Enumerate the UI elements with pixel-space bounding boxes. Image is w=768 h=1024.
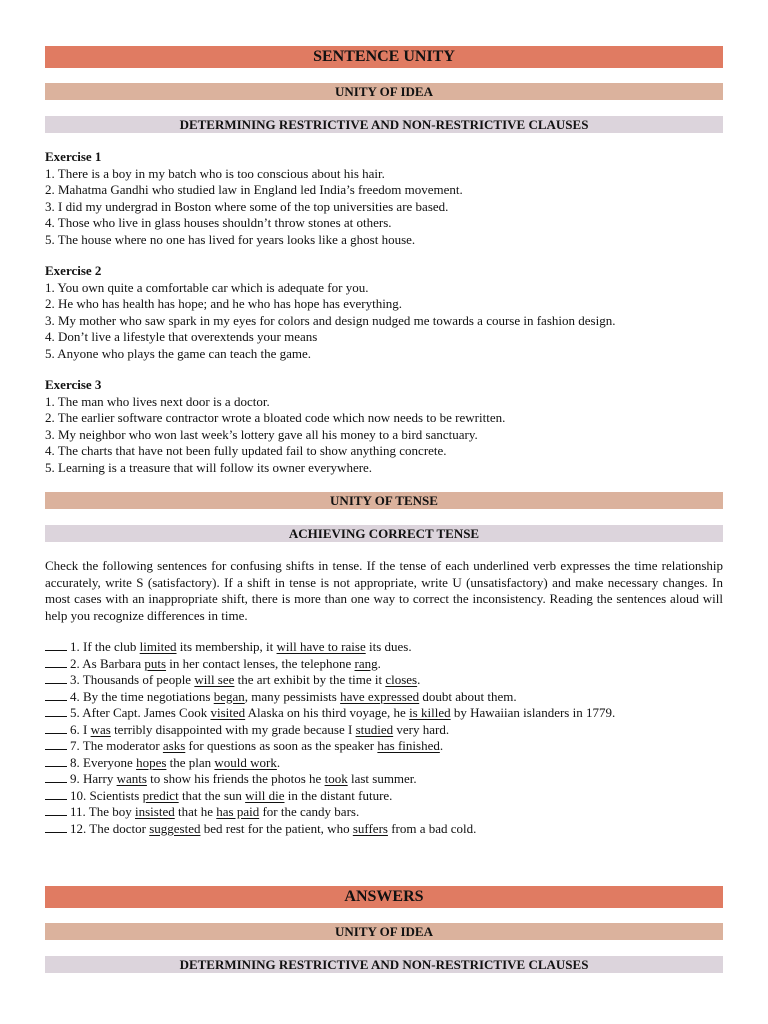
subsection-heading-correct-tense: ACHIEVING CORRECT TENSE [45, 525, 723, 542]
answer-blank[interactable] [45, 705, 67, 717]
answer-blank[interactable] [45, 656, 67, 668]
underlined-verb: closes [385, 672, 418, 687]
tense-question-row [45, 755, 723, 772]
underlined-verb: will die [245, 787, 285, 803]
underlined-verb: rang [354, 655, 378, 671]
tense-question-row [45, 788, 723, 805]
exercise-line: 2. He who has health has hope; and he who has hope has everything. [45, 296, 403, 311]
question-text: very hard. [393, 721, 450, 737]
tense-question-row [45, 672, 723, 689]
answers-subsection-heading-clauses: DETERMINING RESTRICTIVE AND NON-RESTRICTIVE CLAUSES [45, 956, 723, 973]
underlined-verb: is killed [409, 705, 451, 720]
exercise-line: 4. Those who live in glass houses shouldn’t throw stones at others. [45, 215, 392, 230]
section-heading-unity-of-idea: UNITY OF IDEA [45, 83, 723, 100]
exercise-2 [45, 263, 723, 362]
tense-question-list [45, 639, 723, 837]
answer-blank[interactable] [45, 639, 67, 651]
answer-blank[interactable] [45, 722, 67, 734]
question-text: its dues. [365, 639, 412, 654]
underlined-verb: predict [142, 787, 179, 803]
question-text: , many pessimists [244, 688, 341, 704]
question-text: by Hawaiian islanders in 1779. [450, 705, 616, 720]
question-text: . [439, 738, 444, 753]
answer-blank[interactable] [45, 755, 67, 767]
exercise-title: Exercise 3 [45, 377, 102, 392]
underlined-verb: would work [214, 754, 277, 770]
tense-question-row [45, 689, 723, 706]
underlined-verb: insisted [135, 804, 175, 819]
question-text: doubt about them. [419, 688, 517, 704]
answer-blank[interactable] [45, 738, 67, 750]
tense-question-row [45, 722, 723, 739]
question-text: 1. If the club [70, 639, 140, 654]
underlined-verb: visited [210, 705, 246, 720]
question-text: 9. Harry [70, 771, 117, 786]
question-text: 8. Everyone [70, 754, 137, 770]
page-title: SENTENCE UNITY [45, 46, 723, 68]
underlined-verb: suggested [149, 820, 201, 836]
question-text: in the distant future. [284, 787, 393, 803]
question-text: that he [174, 804, 217, 819]
question-text: terribly disappointed with my grade because I [110, 721, 356, 737]
exercise-line: 3. My neighbor who won last week’s lottery gave all his money to a bird sanctuary. [45, 426, 478, 442]
tense-question-row [45, 639, 723, 656]
question-text: to show his friends the photos he [146, 771, 325, 786]
underlined-verb: hopes [136, 754, 167, 770]
answer-blank[interactable] [45, 804, 67, 816]
exercise-line: 5. The house where no one has lived for years looks like a ghost house. [45, 231, 416, 247]
question-text: Alaska on his third voyage, he [245, 705, 410, 720]
question-text: 12. The doctor [70, 820, 150, 836]
underlined-verb: has paid [216, 804, 260, 819]
exercise-3 [45, 377, 723, 476]
question-text: in her contact lenses, the telephone [166, 655, 355, 671]
exercise-line: 1. There is a boy in my batch who is too conscious about his hair. [45, 165, 385, 181]
underlined-verb: was [90, 721, 111, 737]
answers-title: ANSWERS [45, 886, 723, 908]
answer-blank[interactable] [45, 788, 67, 800]
underlined-verb: puts [144, 655, 167, 671]
question-text: for questions as soon as the speaker [185, 738, 378, 753]
underlined-verb: suffers [352, 820, 388, 836]
section-heading-unity-of-tense: UNITY OF TENSE [45, 492, 723, 509]
tense-question-row [45, 656, 723, 673]
tense-question-row [45, 821, 723, 838]
tense-question-row [45, 804, 723, 821]
underlined-verb: asks [162, 738, 186, 753]
question-text: . [417, 672, 421, 687]
question-text: . [276, 754, 281, 770]
underlined-verb: took [324, 771, 348, 786]
tense-question-row [45, 738, 723, 755]
underlined-verb: wants [116, 771, 147, 786]
question-text: 7. The moderator [70, 738, 163, 753]
exercise-line: 5. Learning is a treasure that will follow its owner everywhere. [45, 459, 373, 475]
answer-blank[interactable] [45, 771, 67, 783]
instructions-paragraph: Check the following sentences for confusing shifts in tense. If the tense of each underlined verb expresses the time relationship accurately, write S (satisfactory). If a shift in tense is not appropriate, write U (unsatisfactory) and make necessary changes. In most cases with an inappropriate shift, there is more than one way to correct the inconsistency. Reading the sentences aloud will help you recognize differences in time. [45, 558, 723, 623]
exercise-line: 4. Don’t live a lifestyle that overextends your means [45, 329, 318, 344]
question-text: last summer. [347, 771, 417, 786]
exercise-1 [45, 149, 723, 248]
question-text: 5. After Capt. James Cook [70, 705, 211, 720]
question-text: 10. Scientists [70, 787, 143, 803]
underlined-verb: studied [355, 721, 394, 737]
question-text: bed rest for the patient, who [200, 820, 353, 836]
question-text: . [377, 655, 381, 671]
underlined-verb: will have to raise [276, 639, 366, 654]
question-text: 3. Thousands of people [70, 672, 195, 687]
question-text: its membership, it [176, 639, 277, 654]
question-text: 4. By the time negotiations [70, 688, 214, 704]
question-text: for the candy bars. [259, 804, 360, 819]
underlined-verb: began [213, 688, 245, 704]
exercise-line: 3. My mother who saw spark in my eyes for colors and design nudged me towards a course in fashion design. [45, 312, 616, 328]
question-text: from a bad cold. [387, 820, 477, 836]
tense-question-row [45, 705, 723, 722]
exercise-line: 2. Mahatma Gandhi who studied law in England led India’s freedom movement. [45, 182, 463, 197]
underlined-verb: has finished [377, 738, 440, 753]
underlined-verb: have expressed [340, 688, 420, 704]
exercise-line: 5. Anyone who plays the game can teach the game. [45, 345, 312, 361]
answer-blank[interactable] [45, 821, 67, 833]
question-text: 6. I [70, 721, 91, 737]
exercise-title: Exercise 2 [45, 263, 102, 278]
exercise-line: 4. The charts that have not been fully updated fail to show anything concrete. [45, 443, 447, 458]
question-text: the plan [166, 754, 215, 770]
answers-section-heading-unity-of-idea: UNITY OF IDEA [45, 923, 723, 940]
underlined-verb: limited [139, 639, 177, 654]
exercise-title: Exercise 1 [45, 149, 102, 164]
subsection-heading-clauses: DETERMINING RESTRICTIVE AND NON-RESTRICTIVE CLAUSES [45, 116, 723, 133]
answer-blank[interactable] [45, 672, 67, 684]
question-text: 11. The boy [70, 804, 135, 819]
answer-blank[interactable] [45, 689, 67, 701]
question-text: that the sun [178, 787, 246, 803]
tense-question-row [45, 771, 723, 788]
exercise-line: 2. The earlier software contractor wrote a bloated code which now needs to be rewritten. [45, 410, 506, 425]
question-text: the art exhibit by the time it [234, 672, 386, 687]
exercise-line: 3. I did my undergrad in Boston where some of the top universities are based. [45, 198, 449, 214]
question-text: 2. As Barbara [70, 655, 145, 671]
exercise-line: 1. The man who lives next door is a doctor. [45, 393, 270, 409]
exercise-line: 1. You own quite a comfortable car which is adequate for you. [45, 279, 369, 295]
underlined-verb: will see [194, 672, 235, 687]
